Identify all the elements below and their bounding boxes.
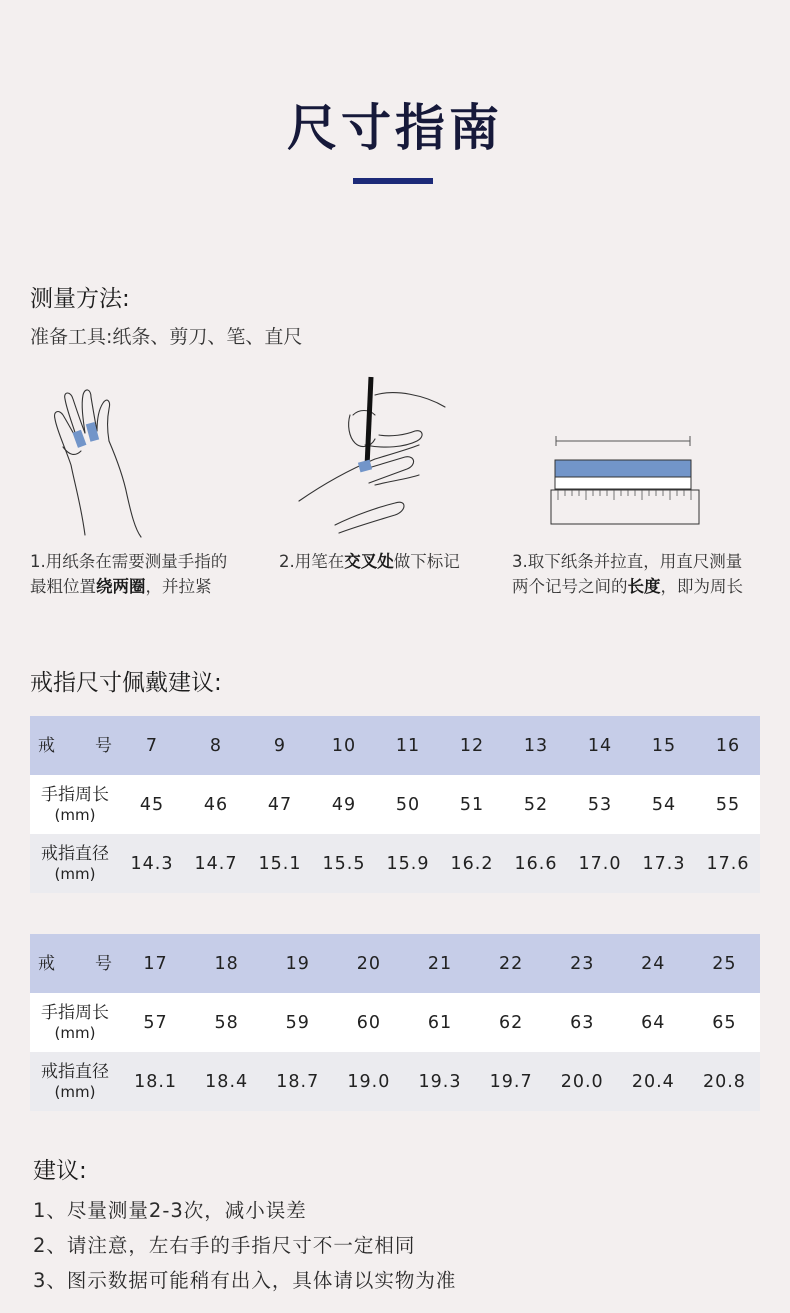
circumference-cell: 65 (712, 1012, 737, 1033)
pen-icon (367, 377, 371, 467)
circumference-cell: 51 (459, 794, 485, 815)
diameter-cell: 15.9 (386, 853, 430, 874)
ring-size-cell: 25 (712, 953, 737, 974)
pen-mark-illustration (295, 375, 455, 540)
circumference-label: 手指周长 (mm) (41, 784, 109, 824)
diameter-cell: 14.3 (130, 853, 174, 874)
circumference-cell: 46 (203, 794, 229, 815)
diameter-row (30, 834, 760, 893)
diameter-cell: 17.3 (642, 853, 686, 874)
circumference-cell: 63 (570, 1012, 595, 1033)
step-1: 1.用纸条在需要测量手指的 最粗位置绕两圈，并拉紧 (30, 552, 228, 596)
ring-size-cell: 8 (209, 735, 223, 756)
ring-size-cell: 13 (523, 735, 549, 756)
ring-size-row (30, 934, 760, 993)
diameter-cell: 20.4 (631, 1071, 675, 1092)
advice-heading: 建议: (33, 1158, 87, 1184)
circumference-cell: 53 (587, 794, 613, 815)
step-3: 3.取下纸条并拉直，用直尺测量 两个记号之间的长度，即为周长 (512, 552, 743, 596)
ring-size-cell: 16 (715, 735, 741, 756)
diameter-cell: 15.1 (258, 853, 302, 874)
circumference-cell: 57 (143, 1012, 168, 1033)
circumference-cell: 59 (285, 1012, 310, 1033)
ring-size-cell: 9 (273, 735, 287, 756)
diameter-label: 戒指直径 (mm) (41, 1061, 109, 1101)
diameter-cell: 19.7 (489, 1071, 533, 1092)
ring-size-cell: 17 (143, 953, 168, 974)
ring-size-cell: 10 (331, 735, 357, 756)
ring-size-cell: 12 (459, 735, 485, 756)
diameter-cell: 17.0 (578, 853, 622, 874)
ring-size-cell: 18 (214, 953, 239, 974)
ring-size-cell: 7 (145, 735, 159, 756)
diameter-cell: 18.7 (276, 1071, 320, 1092)
circumference-cell: 45 (139, 794, 165, 815)
circumference-cell: 62 (498, 1012, 524, 1033)
ring-size-row (30, 716, 760, 775)
advice-item: 2、请注意，左右手的手指尺寸不一定相同 (33, 1234, 416, 1257)
ring-size-cell: 23 (570, 953, 595, 974)
circumference-cell: 47 (267, 794, 293, 815)
method-heading: 测量方法: (30, 286, 130, 312)
diameter-cell: 14.7 (194, 853, 238, 874)
circumference-cell: 50 (395, 794, 421, 815)
diameter-label: 戒指直径 (mm) (41, 843, 109, 883)
ring-size-cell: 24 (641, 953, 666, 974)
advice-item: 3、图示数据可能稍有出入，具体请以实物为准 (33, 1269, 457, 1292)
diameter-cell: 15.5 (322, 853, 366, 874)
ring-size-cell: 19 (285, 953, 310, 974)
circumference-cell: 49 (331, 794, 357, 815)
size-table-heading: 戒指尺寸佩戴建议: (30, 670, 222, 696)
ring-size-cell: 20 (356, 953, 382, 974)
circumference-cell: 54 (651, 794, 677, 815)
circumference-row (30, 993, 760, 1052)
circumference-cell: 64 (641, 1012, 666, 1033)
circumference-cell: 58 (214, 1012, 239, 1033)
diameter-cell: 18.4 (205, 1071, 249, 1092)
diameter-row (30, 1052, 760, 1111)
ring-size-cell: 11 (395, 735, 421, 756)
paper-strip-icon (555, 460, 691, 477)
tools-text: 准备工具:纸条、剪刀、笔、直尺 (30, 326, 303, 348)
page-title: 尺寸指南 (287, 99, 503, 157)
circumference-cell: 52 (523, 794, 549, 815)
size-table-2 (30, 934, 760, 1111)
ring-size-cell: 15 (651, 735, 677, 756)
step-2: 2.用笔在交叉处做下标记 (279, 552, 460, 571)
ring-size-cell: 14 (587, 735, 613, 756)
ruler-measure-illustration (548, 433, 703, 528)
circumference-row (30, 775, 760, 834)
diameter-cell: 20.0 (560, 1071, 604, 1092)
circumference-label: 手指周长 (mm) (41, 1002, 109, 1042)
diameter-cell: 18.1 (134, 1071, 178, 1092)
size-table-1 (30, 716, 760, 893)
title-underline (353, 178, 433, 184)
diameter-cell: 16.2 (450, 853, 494, 874)
diameter-cell: 19.3 (418, 1071, 462, 1092)
circumference-cell: 60 (356, 1012, 382, 1033)
diameter-cell: 16.6 (514, 853, 558, 874)
diameter-cell: 20.8 (702, 1071, 746, 1092)
circumference-cell: 61 (427, 1012, 453, 1033)
ring-size-label: 戒 号 (38, 953, 112, 974)
advice-item: 1、尽量测量2-3次，减小误差 (33, 1199, 307, 1222)
hand-wrap-illustration (45, 385, 155, 545)
diameter-cell: 19.0 (347, 1071, 391, 1092)
ring-size-cell: 21 (427, 953, 453, 974)
ring-size-label: 戒 号 (38, 735, 112, 756)
ring-size-cell: 22 (498, 953, 524, 974)
circumference-cell: 55 (715, 794, 741, 815)
diameter-cell: 17.6 (706, 853, 750, 874)
